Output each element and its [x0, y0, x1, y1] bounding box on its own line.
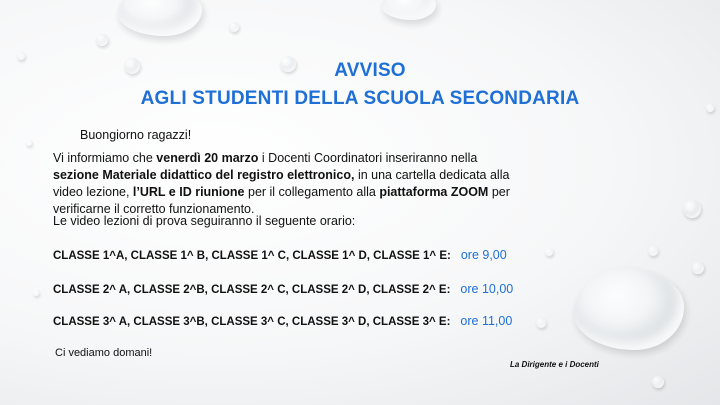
paragraph-bold: l’URL e ID riunione — [132, 185, 245, 199]
water-drop-icon — [382, 0, 436, 20]
schedule-time: ore 11,00 — [460, 314, 513, 328]
schedule-time: ore 10,00 — [460, 282, 514, 296]
water-drop-icon — [96, 34, 108, 46]
schedule-classes: CLASSE 3^ A, CLASSE 3^B, CLASSE 3^ C, CLASSE 3^ D, CLASSE 3^ E: — [53, 316, 451, 328]
water-drop-icon — [683, 200, 701, 218]
paragraph-text: in una cartella dedicata alla video lezione, — [53, 168, 510, 199]
water-drop-icon — [536, 318, 546, 328]
water-drop-icon — [118, 0, 202, 36]
closing-text: Ci vediamo domani! — [55, 347, 153, 359]
schedule-row — [53, 314, 512, 328]
greeting: Buongiorno ragazzi! — [80, 128, 192, 142]
water-drop-icon — [33, 290, 39, 296]
schedule-intro: Le video lezioni di prova seguiranno il seguente orario: — [53, 214, 356, 228]
paragraph-text: i Docenti Coordinatori inseriranno nella — [258, 151, 478, 165]
schedule-row — [53, 282, 513, 296]
water-drop-icon — [26, 140, 32, 146]
schedule-classes: CLASSE 2^ A, CLASSE 2^B, CLASSE 2^ C, CLASSE 2^ D, CLASSE 2^ E: — [53, 284, 451, 296]
paragraph-bold: piattaforma ZOOM — [379, 185, 489, 199]
notice-title: AVVISO — [334, 60, 406, 81]
water-drop-icon — [648, 246, 658, 256]
water-drop-icon — [17, 52, 25, 60]
water-drop-icon — [545, 248, 553, 256]
paragraph-text: Vi informiamo che — [53, 151, 157, 165]
water-drop-icon — [574, 268, 684, 350]
water-drop-icon — [692, 262, 704, 274]
paragraph-bold: venerdì 20 marzo — [156, 151, 259, 165]
paragraph-bold: sezione Materiale didattico del registro elettronico, — [53, 168, 355, 182]
notice-subtitle: AGLI STUDENTI DELLA SCUOLA SECONDARIA — [140, 88, 580, 109]
water-drop-icon — [229, 22, 239, 32]
schedule-time: ore 9,00 — [460, 248, 507, 262]
schedule-classes: CLASSE 1^A, CLASSE 1^ B, CLASSE 1^ C, CLASSE 1^ D, CLASSE 1^ E: — [53, 250, 451, 262]
schedule-row — [53, 248, 507, 262]
water-drop-icon — [652, 376, 664, 388]
notice-paragraph — [53, 150, 513, 218]
signature: La Dirigente e i Docenti — [510, 360, 599, 369]
paragraph-text: per il collegamento alla — [244, 185, 380, 199]
paragraph-text: per verificarne il corretto funzionamento. — [53, 185, 510, 216]
